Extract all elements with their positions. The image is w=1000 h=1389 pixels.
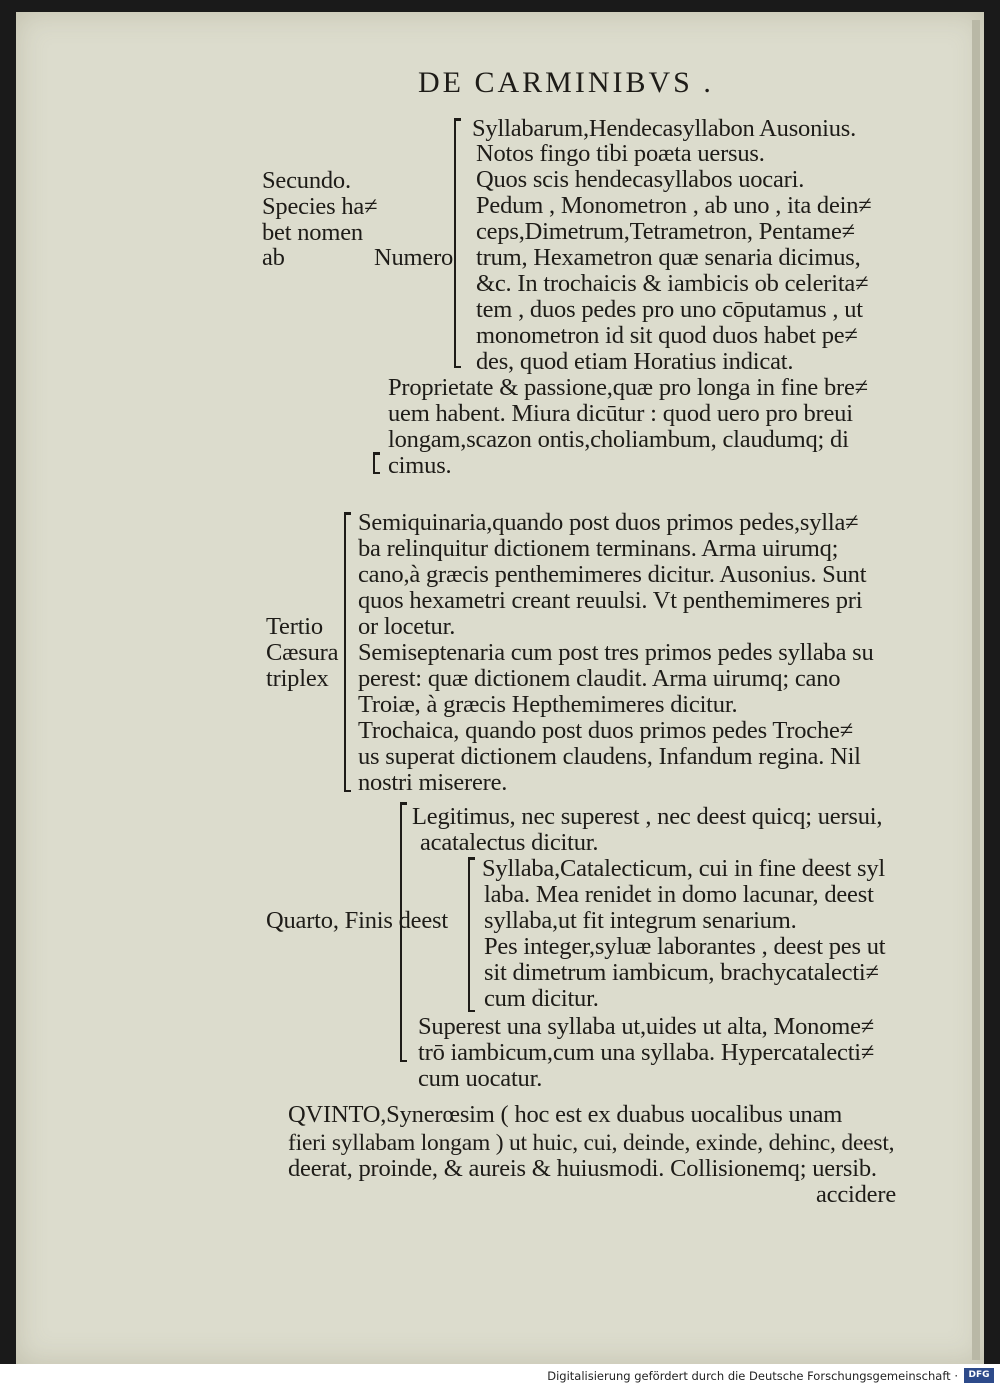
margin-secundo-2: Species ha≠ [262,193,378,220]
text-line: trum, Hexametron quæ senaria dicimus, [476,244,861,271]
brace-proprietate [373,452,375,474]
margin-secundo-1: Secundo. [262,167,351,194]
text-line: deerat, proinde, & aureis & huiusmodi. Collisionemq; uersib. [288,1155,877,1182]
text-line: ba relinquitur dictionem terminans. Arma uirumq; [358,535,839,562]
text-line: or locetur. [358,613,456,640]
text-line: Pes integer,syluæ laborantes , deest pes ut [484,933,886,960]
text-line: ceps,Dimetrum,Tetrametron, Pentame≠ [476,218,855,245]
text-line: acatalectus dicitur. [420,829,599,856]
margin-secundo-3: bet nomen [262,219,363,246]
text-line: longam,scazon ontis,choliambum, claudumq; di [388,426,849,453]
text-line: cano,à græcis penthemimeres dicitur. Ausonius. Sunt [358,561,867,588]
text-line: cum uocatur. [418,1065,543,1092]
margin-tertio-2: Cæsura [266,639,339,666]
brace-caesura [344,512,346,792]
text-line: Semiquinaria,quando post duos primos pedes,sylla≠ [358,509,859,536]
footer-credit: Digitalisierung gefördert durch die Deutsche Forschungsgemeinschaft · [547,1369,958,1383]
text-line: fieri syllabam longam ) ut huic, cui, deinde, exinde, dehinc, deest, [288,1130,895,1156]
text-line: sit dimetrum iambicum, brachycatalecti≠ [484,959,879,986]
text-line: des, quod etiam Horatius indicat. [476,348,794,375]
text-line: Pedum , Monometron , ab uno , ita dein≠ [476,192,872,219]
text-line: Syllabarum,Hendecasyllabon Ausonius. [472,115,857,142]
text-line: nostri miserere. [358,769,508,796]
book-page [16,12,984,1364]
catchword: accidere [816,1181,896,1208]
text-line: Notos fingo tibi poæta uersus. [476,140,765,167]
text-line: Superest una syllaba ut,uides ut alta, Monome≠ [418,1013,875,1040]
margin-tertio-1: Tertio [266,613,323,640]
text-line: cimus. [388,452,452,479]
dfg-logo: DFG [964,1368,994,1383]
text-line: monometron id sit quod duos habet pe≠ [476,322,858,349]
text-line: syllaba,ut fit integrum senarium. [484,907,797,934]
brace-syllabarum [454,118,456,368]
text-line: cum dicitur. [484,985,599,1012]
text-line: Legitimus, nec superest , nec deest quicq; uersui, [412,803,883,830]
digitization-footer [0,1364,1000,1389]
text-line: us superat dictionem claudens, Infandum regina. Nil [358,743,861,770]
text-line: Troiæ, à græcis Hepthemimeres dicitur. [358,691,738,718]
numero-label: Numero [374,244,454,271]
margin-quarto: Quarto, Finis deest [266,907,448,934]
margin-tertio-3: triplex [266,665,329,692]
running-header: DE CARMINIBVS . [418,66,714,99]
text-line: uem habent. Miura dicūtur : quod uero pro breui [388,400,853,427]
text-line: trō iambicum,cum una syllaba. Hypercatalecti≠ [418,1039,875,1066]
brace-syllaba [468,857,470,1012]
text-line: Trochaica, quando post duos primos pedes Troche≠ [358,717,853,744]
text-line: &c. In trochaicis & iambicis ob celerita≠ [476,270,869,297]
text-line: Proprietate & passione,quæ pro longa in fine bre≠ [388,374,868,401]
page-edge [972,20,980,1360]
text-line: tem , duos pedes pro uno cōputamus , ut [476,296,863,323]
text-line: perest: quæ dictionem claudit. Arma uirumq; cano [358,665,841,692]
text-line: QVINTO,Synerœsim ( hoc est ex duabus uocalibus unam [288,1101,843,1128]
margin-secundo-4: ab [262,244,285,271]
text-line: quos hexametri creant reuulsi. Vt penthemimeres pri [358,587,863,614]
text-line: laba. Mea renidet in domo lacunar, deest [484,881,874,908]
text-line: Semiseptenaria cum post tres primos pedes syllaba su [358,639,874,666]
text-line: Syllaba,Catalecticum, cui in fine deest syl [482,855,886,882]
text-line: Quos scis hendecasyllabos uocari. [476,166,805,193]
